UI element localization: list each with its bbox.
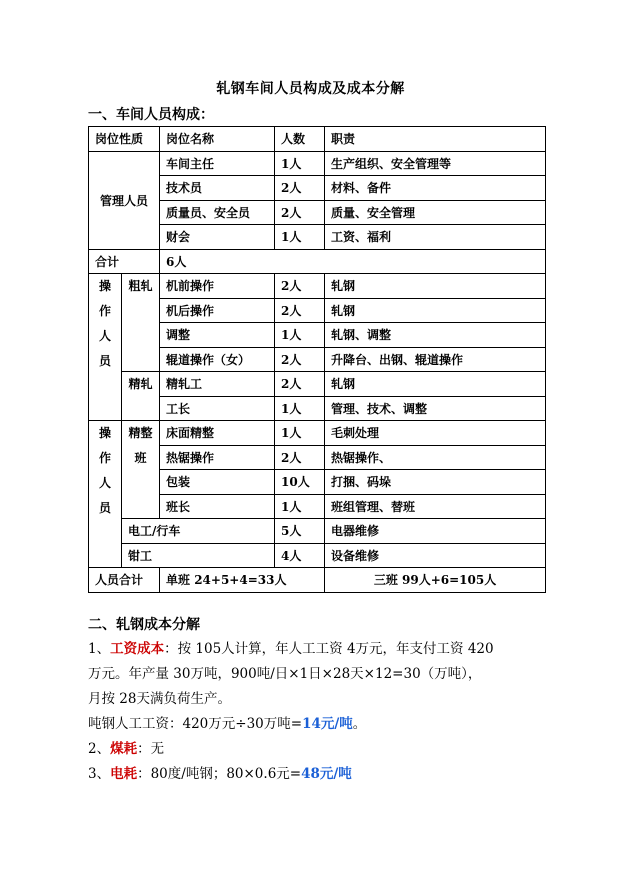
position-name: 机后操作	[160, 298, 275, 323]
position-name: 技术员	[160, 176, 275, 201]
position-name: 精轧工	[160, 372, 275, 397]
duty: 轧钢	[325, 274, 546, 299]
labor-cost-text: ：按 105人计算，年人工工资 4万元，年支付工资 420	[164, 641, 494, 657]
cost-power-line	[88, 762, 352, 787]
item-number: 2、	[88, 741, 111, 757]
headcount: 2人	[275, 298, 325, 323]
table-row	[89, 151, 546, 176]
staff-table	[88, 126, 546, 593]
category-management: 管理人员	[89, 151, 160, 249]
headcount: 5人	[275, 519, 325, 544]
headcount: 2人	[275, 176, 325, 201]
headcount: 1人	[275, 225, 325, 250]
position-name: 财会	[160, 225, 275, 250]
position-name: 电工/行车	[122, 519, 275, 544]
duty: 质量、安全管理	[325, 200, 546, 225]
vertical-char: 员	[98, 354, 111, 368]
vertical-char: 精整	[128, 426, 153, 440]
subtotal-row	[89, 249, 546, 274]
duty: 轧钢	[325, 372, 546, 397]
per-ton-labor-line	[88, 712, 366, 737]
headcount: 2人	[275, 445, 325, 470]
subtotal-value: 6人	[160, 249, 546, 274]
item-number: 3、	[88, 766, 111, 782]
power-label: 电耗	[110, 766, 138, 782]
position-name: 机前操作	[160, 274, 275, 299]
table-header-row	[89, 127, 546, 152]
duty: 设备维修	[325, 543, 546, 568]
duty: 电器维修	[325, 519, 546, 544]
subcategory-rough: 粗轧	[122, 274, 160, 372]
header-cell: 人数	[275, 127, 325, 152]
duty: 生产组织、安全管理等	[325, 151, 546, 176]
subcategory-finishing	[122, 421, 160, 519]
vertical-char: 操	[98, 279, 111, 293]
table-row	[89, 372, 546, 397]
vertical-char: 班	[134, 451, 147, 465]
position-name: 工长	[160, 396, 275, 421]
headcount: 1人	[275, 323, 325, 348]
table-row	[89, 543, 546, 568]
section-heading-staff: 一、车间人员构成：	[88, 107, 214, 123]
vertical-char: 作	[98, 451, 111, 465]
vertical-char: 作	[98, 304, 111, 318]
header-cell: 岗位性质	[89, 127, 160, 152]
table-row	[89, 519, 546, 544]
vertical-char: 操	[98, 426, 111, 440]
duty: 工资、福利	[325, 225, 546, 250]
total-single-shift: 单班 24+5+4=33人	[160, 568, 325, 593]
total-row	[89, 568, 546, 593]
position-name: 车间主任	[160, 151, 275, 176]
headcount: 2人	[275, 200, 325, 225]
position-name: 热锯操作	[160, 445, 275, 470]
headcount: 1人	[275, 494, 325, 519]
power-text: ：80度/吨钢；80×0.6元=	[137, 766, 302, 782]
duty: 毛刺处理	[325, 421, 546, 446]
total-label: 人员合计	[89, 568, 160, 593]
position-name: 辊道操作（女）	[160, 347, 275, 372]
section-heading-cost: 二、轧钢成本分解	[88, 617, 200, 633]
position-name: 钳工	[122, 543, 275, 568]
cost-coal-line	[88, 737, 164, 762]
document-title: 轧钢车间人员构成及成本分解	[216, 81, 405, 97]
category-operators	[89, 421, 122, 568]
vertical-char: 人	[98, 476, 111, 490]
duty: 升降台、出钢、辊道操作	[325, 347, 546, 372]
per-ton-value: 14元/吨	[302, 716, 353, 732]
duty: 材料、备件	[325, 176, 546, 201]
duty: 热锯操作、	[325, 445, 546, 470]
cost-labor-line1	[88, 637, 494, 662]
category-operators	[89, 274, 122, 421]
position-name: 床面精整	[160, 421, 275, 446]
headcount: 2人	[275, 372, 325, 397]
position-name: 班长	[160, 494, 275, 519]
headcount: 1人	[275, 421, 325, 446]
duty: 轧钢、调整	[325, 323, 546, 348]
header-cell: 职责	[325, 127, 546, 152]
vertical-char: 人	[98, 329, 111, 343]
headcount: 4人	[275, 543, 325, 568]
cost-labor-line2: 万元。年产量 30万吨，900吨/日×1日×28天×12=30（万吨），	[88, 666, 482, 682]
headcount: 1人	[275, 396, 325, 421]
position-name: 调整	[160, 323, 275, 348]
item-number: 1、	[88, 641, 111, 657]
coal-label: 煤耗	[110, 741, 138, 757]
header-cell: 岗位名称	[160, 127, 275, 152]
position-name: 包装	[160, 470, 275, 495]
duty: 打捆、码垛	[325, 470, 546, 495]
headcount: 1人	[275, 151, 325, 176]
headcount: 2人	[275, 347, 325, 372]
duty: 管理、技术、调整	[325, 396, 546, 421]
table-row	[89, 421, 546, 446]
cost-labor-line3: 月按 28天满负荷生产。	[88, 691, 231, 707]
power-value: 48元/吨	[301, 766, 352, 782]
table-row	[89, 274, 546, 299]
per-ton-text: 吨钢人工工资：420万元÷30万吨=	[88, 716, 303, 732]
headcount: 2人	[275, 274, 325, 299]
duty: 班组管理、替班	[325, 494, 546, 519]
headcount: 10人	[275, 470, 325, 495]
vertical-char: 员	[98, 501, 111, 515]
coal-text: ：无	[137, 741, 165, 757]
position-name: 质量员、安全员	[160, 200, 275, 225]
duty: 轧钢	[325, 298, 546, 323]
per-ton-suffix: 。	[352, 716, 367, 732]
total-three-shift: 三班 99人+6=105人	[325, 568, 546, 593]
subcategory-finish: 精轧	[122, 372, 160, 421]
subtotal-label: 合计	[89, 249, 160, 274]
labor-cost-label: 工资成本	[110, 641, 165, 657]
